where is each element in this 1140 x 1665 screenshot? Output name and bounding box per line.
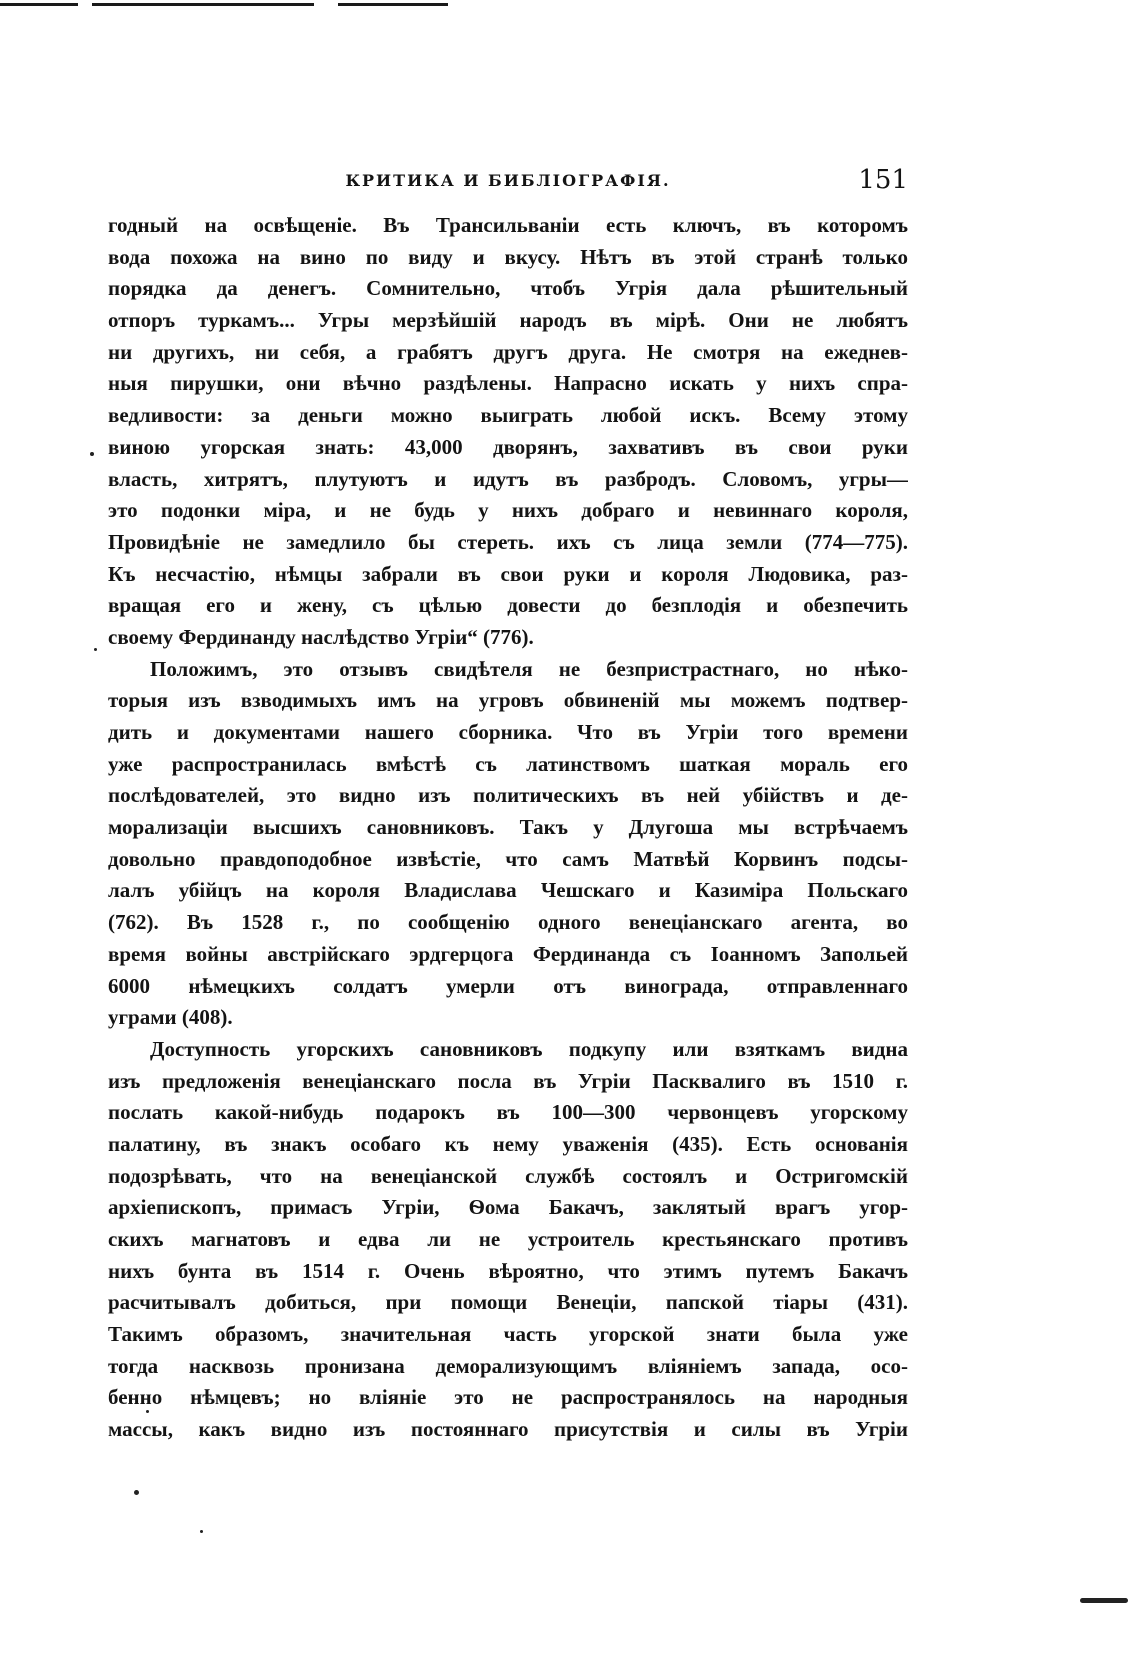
text-line: массы, какъ видно изъ постояннаго присутствія и силы въ Угріи: [108, 1417, 908, 1442]
text-line: бенно нѣмцевъ; но вліяніе это не распространялось на народныя: [108, 1385, 908, 1410]
text-line: подозрѣвать, что на венеціанской службѣ состоялъ и Остригомскій: [108, 1163, 908, 1188]
scan-speck: [146, 1410, 149, 1413]
text-line: Такимъ образомъ, значительная часть угорской знати была уже: [108, 1322, 908, 1347]
margin-dash-mark: [1080, 1598, 1128, 1603]
text-line: послать какой-нибудь подарокъ въ 100—300 червонцевъ угорскому: [108, 1100, 908, 1125]
text-line: нихъ бунта въ 1514 г. Очень вѣроятно, что этимъ путемъ Бакачъ: [108, 1258, 908, 1283]
text-line: это подонки міра, и не будь у нихъ добраго и невиннаго короля,: [108, 498, 908, 523]
text-line: палатину, въ знакъ особаго къ нему уваженія (435). Есть основанія: [108, 1131, 908, 1156]
text-line: порядка да денегъ. Сомнительно, чтобъ Угрія дала рѣшительный: [108, 276, 908, 301]
text-line: морализаціи высшихъ сановниковъ. Такъ у Длугоша мы встрѣчаемъ: [108, 815, 908, 840]
text-line: виною угорская знать: 43,000 дворянъ, захвативъ въ свои руки: [108, 434, 908, 459]
top-scan-rule: [0, 3, 78, 6]
text-line: изъ предложенія венеціанскаго посла въ Угріи Пасквалиго въ 1510 г.: [108, 1068, 908, 1093]
text-line: годный на освѣщеніе. Въ Трансильваніи есть ключъ, въ которомъ: [108, 213, 908, 237]
text-line: послѣдователей, это видно изъ политическихъ въ ней убійствъ и де-: [108, 783, 908, 808]
text-line: архіепископъ, примасъ Угріи, Ѳома Бакачъ, заклятый врагъ угор-: [108, 1195, 908, 1220]
text-line: своему Фердинанду наслѣдство Угріи“ (776).: [108, 624, 534, 649]
text-line: уграми (408).: [108, 1005, 233, 1030]
text-line: вода похожа на вино по виду и вкусу. Нѣтъ въ этой странѣ только: [108, 244, 908, 269]
text-line: ни другихъ, ни себя, а грабятъ другъ друга. Не смотря на ежеднев-: [108, 339, 908, 364]
top-scan-rule: [92, 3, 314, 6]
text-line: уже распространилась вмѣстѣ съ латинствомъ шаткая мораль его: [108, 751, 908, 776]
text-line: ведливости: за деньги можно выиграть любой искъ. Всему этому: [108, 403, 908, 428]
text-line: торыя изъ взводимыхъ имъ на угровъ обвиненій мы можемъ подтвер-: [108, 688, 908, 713]
text-line: Къ несчастію, нѣмцы забрали въ свои руки и короля Людовика, раз-: [108, 561, 908, 586]
text-line: лалъ убійцъ на короля Владислава Чешскаго и Казиміра Польскаго: [108, 878, 908, 903]
paragraph: [108, 654, 908, 1034]
running-title: КРИТИКА И БИБЛІОГРАФІЯ.: [345, 171, 671, 190]
text-line: 6000 нѣмецкихъ солдатъ умерли отъ винограда, отправленнаго: [108, 973, 908, 998]
text-line: Положимъ, это отзывъ свидѣтеля не безпристрастнаго, но нѣко-: [150, 656, 908, 681]
page-header: [108, 165, 908, 205]
text-line: вращая его и жену, съ цѣлью довести до безплодія и обезпечить: [108, 593, 908, 618]
text-line: Доступность угорскихъ сановниковъ подкупу или взяткамъ видна: [150, 1036, 908, 1061]
body-text: [108, 210, 908, 1446]
scan-speck: [94, 648, 97, 651]
text-line: довольно правдоподобное извѣстіе, что самъ Матвѣй Корвинъ подсы-: [108, 846, 908, 871]
top-scan-rule: [338, 3, 448, 6]
page-number: 151: [858, 165, 908, 195]
text-line: время войны австрійскаго эрдгерцога Фердинанда съ Іоанномъ Запольей: [108, 941, 908, 966]
paragraph: [108, 1034, 908, 1446]
text-line: тогда насквозь пронизана деморализующимъ вліяніемъ запада, осо-: [108, 1353, 908, 1378]
paragraph: [108, 210, 908, 654]
text-line: (762). Въ 1528 г., по сообщенію одного венеціанскаго агента, во: [108, 910, 908, 935]
scan-speck: [90, 452, 94, 456]
text-line: ныя пирушки, они вѣчно раздѣлены. Напрасно искать у нихъ спра-: [108, 371, 908, 396]
text-line: отпоръ туркамъ... Угры мерзѣйшій народъ въ мірѣ. Они не любятъ: [108, 308, 908, 333]
scan-speck: [134, 1490, 139, 1495]
scan-speck: [200, 1530, 203, 1533]
text-line: расчитывалъ добиться, при помощи Венеціи, папской тіары (431).: [108, 1290, 908, 1315]
text-line: дить и документами нашего сборника. Что въ Угріи того времени: [108, 720, 908, 744]
text-line: скихъ магнатовъ и едва ли не устроитель крестьянскаго противъ: [108, 1227, 908, 1251]
text-line: власть, хитрятъ, плутуютъ и идутъ въ разбродъ. Словомъ, угры—: [108, 466, 908, 491]
text-line: Провидѣніе не замедлило бы стереть. ихъ съ лица земли (774—775).: [108, 529, 908, 554]
